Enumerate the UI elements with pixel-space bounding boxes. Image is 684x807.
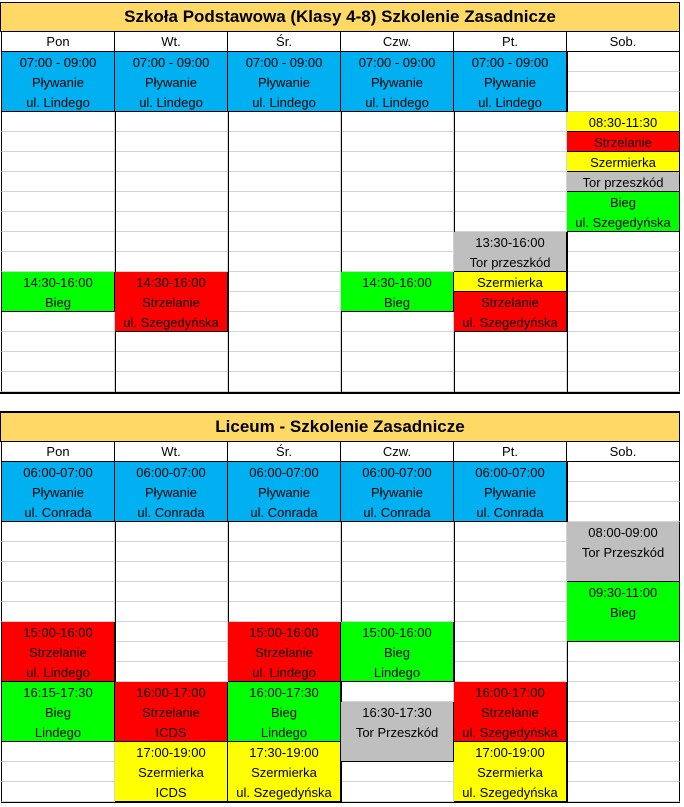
block-line: Pływanie — [144, 74, 198, 90]
grid-cell[interactable] — [567, 232, 680, 252]
block-line: 17:00-19:00 — [475, 744, 545, 760]
block-line: ul. Lindego — [365, 94, 429, 110]
block-line: ICDS — [155, 724, 187, 740]
grid-cell[interactable] — [341, 312, 454, 332]
block-line: Bieg — [44, 294, 72, 310]
grid-cell[interactable] — [454, 372, 567, 392]
schedule-block[interactable] — [454, 742, 567, 802]
block-line: Bieg — [383, 294, 411, 310]
schedule-block[interactable] — [115, 682, 228, 742]
schedule-block[interactable] — [454, 52, 567, 112]
grid-cell[interactable] — [454, 642, 567, 662]
grid-cell[interactable] — [454, 562, 567, 582]
block-line: Pływanie — [257, 484, 311, 500]
grid-cell[interactable] — [341, 782, 454, 802]
grid-cell[interactable] — [115, 212, 228, 232]
block-line: Tor przeszkód — [582, 174, 664, 190]
block-line: 07:00 - 09:00 — [471, 54, 549, 70]
grid-cell[interactable] — [567, 292, 680, 312]
grid-cell[interactable] — [567, 662, 680, 682]
grid-cell[interactable] — [454, 132, 567, 152]
block-line: ul. Lindego — [252, 664, 316, 680]
day-header-1: Pon — [1, 442, 115, 462]
grid-cell[interactable] — [567, 252, 680, 272]
grid-cell[interactable] — [115, 372, 228, 392]
grid-cell[interactable] — [454, 172, 567, 192]
block-line: Bieg — [44, 704, 72, 720]
schedule-block[interactable] — [115, 52, 228, 112]
grid-cell[interactable] — [1, 112, 115, 132]
day-header-3: Śr. — [228, 32, 341, 52]
block-line: ul. Szegedyńska — [236, 784, 332, 800]
schedule-block[interactable] — [115, 272, 228, 332]
block-line: ul. Conrada — [363, 504, 431, 520]
schedule-block[interactable] — [228, 52, 341, 112]
day-header-2: Wt. — [115, 442, 228, 462]
block-line: ul. Szegedyńska — [462, 314, 558, 330]
block-line: Lindego — [260, 724, 308, 740]
block-line: 14:30-16:00 — [136, 274, 206, 290]
grid-cell[interactable] — [341, 192, 454, 212]
grid-cell[interactable] — [115, 132, 228, 152]
block-line: 08:30-11:30 — [588, 114, 658, 130]
grid-cell[interactable] — [341, 372, 454, 392]
grid-cell[interactable] — [341, 542, 454, 562]
grid-cell[interactable] — [1, 312, 115, 332]
grid-cell[interactable] — [454, 522, 567, 542]
schedule-block[interactable] — [228, 682, 341, 742]
grid-cell[interactable] — [228, 522, 341, 542]
block-line: Tor przeszkód — [469, 254, 551, 270]
block-line: 16:15-17:30 — [23, 684, 93, 700]
block-line: Strzelanie — [481, 704, 539, 720]
grid-cell[interactable] — [567, 722, 680, 742]
grid-cell[interactable] — [567, 332, 680, 352]
grid-cell[interactable] — [1, 582, 115, 602]
block-line: ICDS — [155, 784, 187, 800]
block-line: ul. Lindego — [252, 94, 316, 110]
block-line: Szermierka — [251, 764, 317, 780]
schedule-block[interactable] — [567, 132, 680, 152]
grid-cell[interactable] — [341, 352, 454, 372]
block-line: ul. Conrada — [24, 504, 92, 520]
block-line: ul. Conrada — [476, 504, 544, 520]
grid-cell[interactable] — [454, 662, 567, 682]
block-line: ul. Conrada — [250, 504, 318, 520]
grid-cell[interactable] — [341, 582, 454, 602]
grid-cell[interactable] — [454, 212, 567, 232]
block-line: Bieg — [609, 604, 637, 620]
block-line: Strzelanie — [481, 294, 539, 310]
schedule-block[interactable] — [454, 232, 567, 272]
block-line: ul. Conrada — [137, 504, 205, 520]
grid-cell[interactable] — [567, 272, 680, 292]
schedule-block[interactable] — [341, 462, 454, 522]
grid-cell[interactable] — [1, 332, 115, 352]
block-line: Pływanie — [370, 74, 424, 90]
block-line: Pływanie — [483, 484, 537, 500]
grid-cell[interactable] — [1, 152, 115, 172]
block-line: Strzelanie — [142, 294, 200, 310]
block-line: 15:00-16:00 — [249, 624, 319, 640]
schedule-block[interactable] — [567, 192, 680, 232]
block-line: Bieg — [383, 644, 411, 660]
schedule-block[interactable] — [341, 52, 454, 112]
grid-cell[interactable] — [115, 232, 228, 252]
block-line: ul. Lindego — [26, 94, 90, 110]
schedule-block[interactable] — [1, 272, 115, 312]
block-line: 06:00-07:00 — [23, 464, 93, 480]
grid-cell[interactable] — [228, 352, 341, 372]
block-line: Strzelanie — [29, 644, 87, 660]
block-line: 06:00-07:00 — [475, 464, 545, 480]
grid-cell[interactable] — [341, 232, 454, 252]
schedule-block[interactable] — [115, 462, 228, 522]
grid-cell[interactable] — [341, 522, 454, 542]
schedule-block[interactable] — [567, 152, 680, 172]
grid-cell[interactable] — [341, 112, 454, 132]
grid-cell[interactable] — [454, 542, 567, 562]
grid-cell[interactable] — [567, 352, 680, 372]
block-line: 17:30-19:00 — [249, 744, 319, 760]
grid-cell[interactable] — [454, 352, 567, 372]
block-line: 06:00-07:00 — [249, 464, 319, 480]
grid-cell[interactable] — [454, 582, 567, 602]
grid-cell[interactable] — [1, 172, 115, 192]
block-line: 14:30-16:00 — [362, 274, 432, 290]
schedule-block[interactable] — [1, 52, 115, 112]
block-line: 06:00-07:00 — [136, 464, 206, 480]
grid-cell[interactable] — [115, 192, 228, 212]
schedule-block[interactable] — [228, 462, 341, 522]
grid-cell[interactable] — [454, 112, 567, 132]
block-line: ul. Szegedyńska — [575, 214, 671, 230]
block-line: Szermierka — [477, 764, 543, 780]
schedule-block[interactable] — [454, 682, 567, 742]
grid-cell[interactable] — [115, 252, 228, 272]
grid-cell[interactable] — [567, 682, 680, 702]
block-line: Pływanie — [257, 74, 311, 90]
grid-cell[interactable] — [228, 292, 341, 312]
grid-cell[interactable] — [115, 662, 228, 682]
grid-cell[interactable] — [1, 252, 115, 272]
block-line: 07:00 - 09:00 — [132, 54, 210, 70]
grid-cell[interactable] — [341, 762, 454, 782]
schedule-block[interactable] — [1, 682, 115, 742]
grid-cell[interactable] — [567, 642, 680, 662]
day-header-4: Czw. — [341, 442, 454, 462]
grid-cell[interactable] — [1, 522, 115, 542]
block-line — [341, 742, 453, 762]
grid-cell[interactable] — [228, 562, 341, 582]
grid-cell[interactable] — [567, 782, 680, 802]
grid-cell[interactable] — [454, 192, 567, 212]
grid-cell[interactable] — [115, 562, 228, 582]
grid-cell[interactable] — [1, 542, 115, 562]
grid-cell[interactable] — [454, 622, 567, 642]
block-line: Strzelanie — [594, 134, 652, 150]
grid-cell[interactable] — [228, 602, 341, 622]
grid-cell[interactable] — [115, 352, 228, 372]
grid-cell[interactable] — [115, 332, 228, 352]
grid-cell[interactable] — [115, 622, 228, 642]
grid-cell[interactable] — [228, 172, 341, 192]
block-line: Pływanie — [370, 484, 424, 500]
schedule-block[interactable] — [115, 742, 228, 802]
block-line: 16:30-17:30 — [362, 704, 432, 720]
day-header-5: Pt. — [454, 32, 567, 52]
grid-cell[interactable] — [1, 602, 115, 622]
grid-cell[interactable] — [228, 192, 341, 212]
grid-cell[interactable] — [228, 112, 341, 132]
grid-cell[interactable] — [341, 332, 454, 352]
grid-cell[interactable] — [115, 152, 228, 172]
day-header-1: Pon — [1, 32, 115, 52]
block-line — [567, 562, 679, 582]
grid-cell[interactable] — [341, 172, 454, 192]
section-title: Liceum - Szkolenie Zasadnicze — [0, 412, 680, 442]
grid-cell[interactable] — [228, 542, 341, 562]
section-title: Szkoła Podstawowa (Klasy 4-8) Szkolenie Zasadnicze — [0, 2, 680, 32]
block-line: Lindego — [373, 664, 421, 680]
schedule-block[interactable] — [567, 112, 680, 132]
block-line: 13:30-16:00 — [475, 234, 545, 250]
grid-cell[interactable] — [1, 562, 115, 582]
day-header-3: Śr. — [228, 442, 341, 462]
block-line: 16:00-17:00 — [136, 684, 206, 700]
block-line: Strzelanie — [255, 644, 313, 660]
block-line: ul. Lindego — [26, 664, 90, 680]
block-line: 14:30-16:00 — [23, 274, 93, 290]
grid-cell[interactable] — [1, 132, 115, 152]
column-separator — [567, 52, 568, 412]
grid-cell[interactable] — [228, 232, 341, 252]
grid-cell[interactable] — [567, 762, 680, 782]
block-line: Szermierka — [477, 274, 543, 290]
grid-cell[interactable] — [115, 542, 228, 562]
grid-cell[interactable] — [567, 702, 680, 722]
block-line: 07:00 - 09:00 — [19, 54, 97, 70]
grid-cell[interactable] — [341, 132, 454, 152]
grid-cell[interactable] — [228, 132, 341, 152]
grid-cell[interactable] — [115, 112, 228, 132]
grid-cell[interactable] — [454, 332, 567, 352]
grid-cell[interactable] — [228, 332, 341, 352]
block-line: 16:00-17:00 — [475, 684, 545, 700]
grid-cell[interactable] — [228, 152, 341, 172]
schedule-block[interactable] — [341, 702, 454, 762]
block-line: ul. Lindego — [139, 94, 203, 110]
grid-cell[interactable] — [1, 782, 115, 802]
block-line: 16:00-17:30 — [249, 684, 319, 700]
block-line: Pływanie — [483, 74, 537, 90]
grid-cell[interactable] — [228, 372, 341, 392]
grid-cell[interactable] — [341, 252, 454, 272]
schedule-block[interactable] — [1, 622, 115, 682]
grid-cell[interactable] — [228, 582, 341, 602]
schedule-block[interactable] — [567, 582, 680, 642]
grid-cell[interactable] — [567, 72, 680, 92]
block-line — [567, 622, 679, 642]
grid-cell[interactable] — [341, 602, 454, 622]
schedule-block[interactable] — [567, 522, 680, 582]
block-line: Tor Przeszkód — [581, 544, 665, 560]
block-line: 07:00 - 09:00 — [245, 54, 323, 70]
day-header-6: Sob. — [567, 442, 680, 462]
block-line: Pływanie — [31, 74, 85, 90]
grid-cell[interactable] — [115, 602, 228, 622]
block-line: Pływanie — [144, 484, 198, 500]
block-line: Bieg — [609, 194, 637, 210]
grid-cell[interactable] — [341, 562, 454, 582]
section-bottom-border — [1, 802, 680, 803]
day-header-5: Pt. — [454, 442, 567, 462]
schedule-block[interactable] — [341, 622, 454, 682]
block-line: Szermierka — [590, 154, 656, 170]
grid-cell[interactable] — [228, 312, 341, 332]
block-line: 07:00 - 09:00 — [358, 54, 436, 70]
block-line: ul. Lindego — [478, 94, 542, 110]
grid-cell[interactable] — [341, 212, 454, 232]
grid-cell[interactable] — [228, 252, 341, 272]
grid-cell[interactable] — [1, 192, 115, 212]
schedule-block[interactable] — [228, 622, 341, 682]
grid-cell[interactable] — [341, 682, 454, 702]
block-line: 15:00-16:00 — [23, 624, 93, 640]
schedule-block[interactable] — [454, 292, 567, 332]
grid-cell[interactable] — [567, 92, 680, 112]
schedule-block[interactable] — [454, 272, 567, 292]
grid-cell[interactable] — [341, 152, 454, 172]
grid-cell[interactable] — [567, 482, 680, 502]
grid-cell[interactable] — [1, 212, 115, 232]
grid-cell[interactable] — [115, 582, 228, 602]
section-gap — [0, 392, 680, 412]
block-line: Bieg — [270, 704, 298, 720]
grid-cell[interactable] — [454, 602, 567, 622]
block-line: Lindego — [34, 724, 82, 740]
grid-cell[interactable] — [567, 502, 680, 522]
grid-cell[interactable] — [567, 462, 680, 482]
schedule-block[interactable] — [1, 462, 115, 522]
block-line: Pływanie — [31, 484, 85, 500]
block-line: ul. Szegedyńska — [462, 724, 558, 740]
schedule-block[interactable] — [454, 462, 567, 522]
grid-cell[interactable] — [567, 312, 680, 332]
grid-cell[interactable] — [1, 742, 115, 762]
day-header-2: Wt. — [115, 32, 228, 52]
schedule-block[interactable] — [228, 742, 341, 802]
block-line: Tor Przeszkód — [355, 724, 439, 740]
block-line: Szermierka — [138, 764, 204, 780]
grid-cell[interactable] — [1, 372, 115, 392]
block-line: 17:00-19:00 — [136, 744, 206, 760]
block-line: 15:00-16:00 — [362, 624, 432, 640]
grid-cell[interactable] — [1, 352, 115, 372]
day-header-4: Czw. — [341, 32, 454, 52]
block-line: Strzelanie — [142, 704, 200, 720]
day-header-6: Sob. — [567, 32, 680, 52]
schedule-block[interactable] — [341, 272, 454, 312]
grid-cell[interactable] — [567, 372, 680, 392]
grid-cell[interactable] — [115, 642, 228, 662]
block-line: ul. Szegedyńska — [123, 314, 219, 330]
grid-cell[interactable] — [1, 232, 115, 252]
grid-cell[interactable] — [115, 172, 228, 192]
schedule-block[interactable] — [567, 172, 680, 192]
grid-cell[interactable] — [228, 212, 341, 232]
grid-cell[interactable] — [228, 272, 341, 292]
block-line: ul. Szegedyńska — [462, 784, 558, 800]
grid-cell[interactable] — [567, 52, 680, 72]
block-line: 06:00-07:00 — [362, 464, 432, 480]
block-line: 09:30-11:00 — [588, 584, 658, 600]
grid-cell[interactable] — [454, 152, 567, 172]
block-line: 08:00-09:00 — [588, 524, 658, 540]
grid-cell[interactable] — [115, 522, 228, 542]
grid-cell[interactable] — [1, 762, 115, 782]
grid-cell[interactable] — [567, 742, 680, 762]
